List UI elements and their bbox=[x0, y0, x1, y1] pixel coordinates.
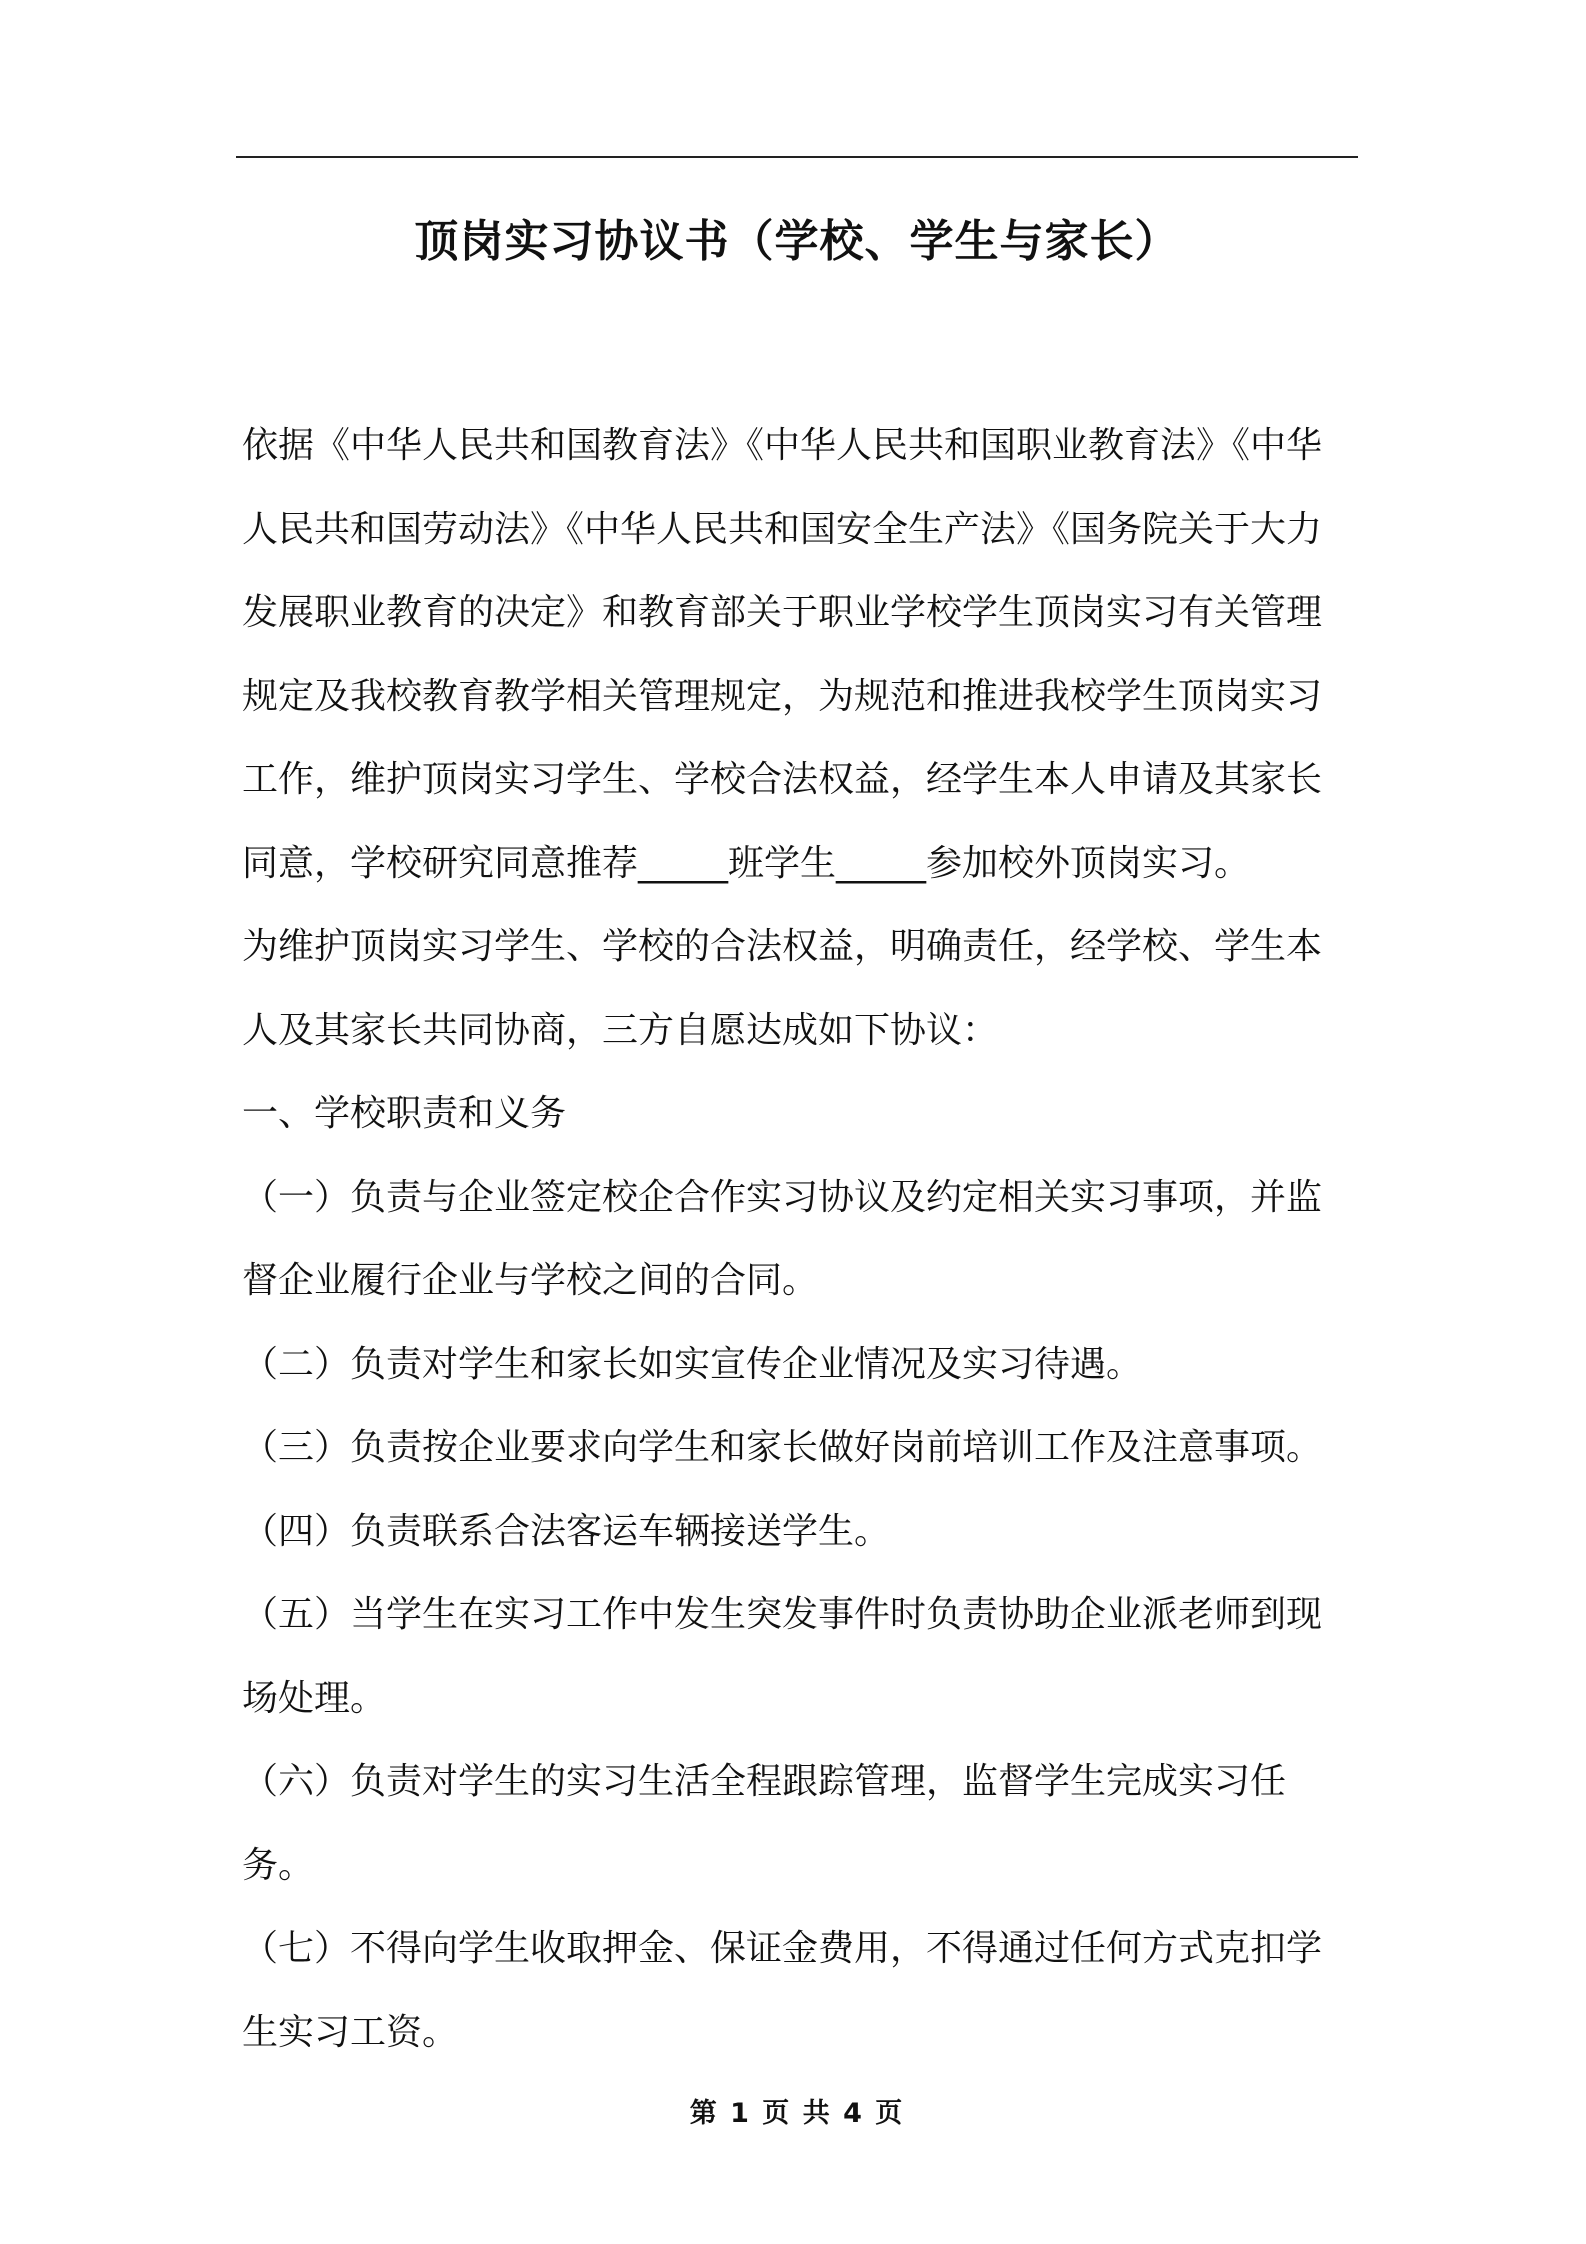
section-heading: 一、学校职责和义务 bbox=[242, 1093, 567, 1134]
clause-item: （四）负责联系合法客运车辆接送学生。 bbox=[242, 1510, 891, 1552]
clause-item: （二）负责对学生和家长如实宣传企业情况及实习待遇。 bbox=[242, 1343, 1143, 1385]
document-title: 顶岗实习协议书（学校、学生与家长） bbox=[414, 216, 1180, 267]
purpose-paragraph: 为维护顶岗实习学生、学校的合法权益，明确责任，经学校、学生本人及其家长共同协商，三方自愿达成如下协议： bbox=[242, 926, 1323, 1051]
page-footer: 第 1 页 共 4 页 bbox=[689, 2098, 905, 2129]
clause-item: （五）当学生在实习工作中发生突发事件时负责协助企业派老师到现场处理。 bbox=[242, 1594, 1323, 1719]
clause-item: （一）负责与企业签定校企合作实习协议及约定相关实习事项，并监督企业履行企业与学校之间的合同。 bbox=[242, 1176, 1323, 1301]
clause-item: （三）负责按企业要求向学生和家长做好岗前培训工作及注意事项。 bbox=[242, 1427, 1323, 1468]
clause-item: （六）负责对学生的实习生活全程跟踪管理，监督学生完成实习任务。 bbox=[242, 1761, 1287, 1886]
intro-paragraph: 依据《中华人民共和国教育法》《中华人民共和国职业教育法》《中华人民共和国劳动法》《中华人民共和国安全生产法》《国务院关于大力发展职业教育的决定》和教育部关于职业学校学生顶岗实习有关管理规定及我校教育教学相关管理规定，为规范和推进我校学生顶岗实习工作，维护顶岗实习学生、学校合法权益，经学生本人申请及其家长同意，学校研究同意推荐_____班学生_____参加校外顶岗实习。 bbox=[242, 425, 1323, 884]
header-rule bbox=[236, 156, 1358, 158]
document-body bbox=[242, 404, 1356, 2074]
clause-item: （七）不得向学生收取押金、保证金费用，不得通过任何方式克扣学生实习工资。 bbox=[242, 1928, 1323, 2053]
